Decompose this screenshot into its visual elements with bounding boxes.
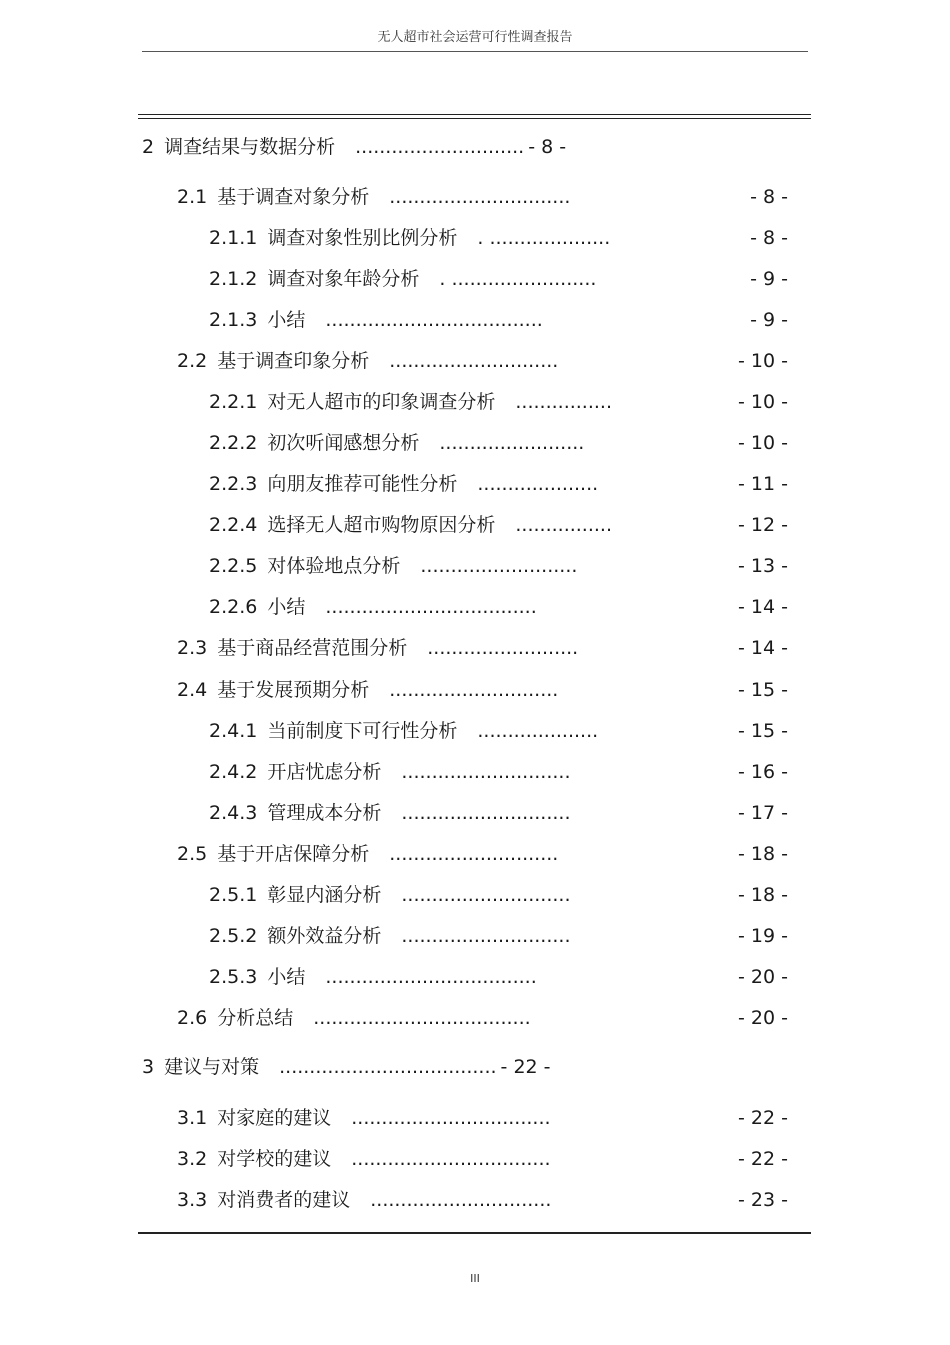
toc-page: - 22 - <box>738 1107 788 1129</box>
toc-title: 基于调查对象分析 <box>217 186 370 208</box>
toc-leader: .................................... <box>279 1056 497 1078</box>
toc-title: 调查对象性别比例分析 <box>267 227 458 249</box>
toc-title: 基于商品经营范围分析 <box>217 637 408 659</box>
toc-number: 2.2 <box>177 350 208 372</box>
toc-title: 管理成本分析 <box>267 802 382 824</box>
toc-top-rule <box>138 114 811 119</box>
toc-leader: ............................ <box>401 802 571 824</box>
toc-page: - 14 - <box>738 596 788 618</box>
toc-title: 向朋友推荐可能性分析 <box>267 473 458 495</box>
toc-leader: ............................ <box>401 884 571 906</box>
toc-leader: .................................... <box>325 309 543 331</box>
toc-number: 2.5.1 <box>209 884 258 906</box>
toc-entry-2-5-1[interactable] <box>209 883 788 907</box>
toc-entry-2-2-6[interactable] <box>209 595 788 619</box>
toc-leader: .............................. <box>389 186 571 208</box>
toc-leader: ............................ <box>401 761 571 783</box>
toc-number: 2.5.3 <box>209 966 258 988</box>
toc-number: 2.6 <box>177 1007 208 1029</box>
toc-title: 小结 <box>267 309 306 331</box>
toc-number: 2.1.1 <box>209 227 258 249</box>
toc-bottom-rule <box>138 1232 811 1234</box>
toc-entry-2-4-3[interactable] <box>209 801 788 825</box>
toc-leader: ................ <box>515 391 613 413</box>
toc-number: 2.2.4 <box>209 514 258 536</box>
toc-entry-2-2-3[interactable] <box>209 472 788 496</box>
toc-leader: .......................... <box>420 555 578 577</box>
toc-title: 额外效益分析 <box>267 925 382 947</box>
toc-entry-2-1-1[interactable] <box>209 226 788 250</box>
toc-page: - 11 - <box>738 473 788 495</box>
toc-leader: ............................ <box>389 350 559 372</box>
toc-number: 2 <box>142 136 155 158</box>
toc-number: 2.2.5 <box>209 555 258 577</box>
toc-leader: ............................ <box>401 925 571 947</box>
toc-leader: ................................. <box>351 1107 551 1129</box>
toc-number: 2.1.2 <box>209 268 258 290</box>
toc-title: 小结 <box>267 596 306 618</box>
toc-title: 小结 <box>267 966 306 988</box>
toc-page: - 13 - <box>738 555 788 577</box>
toc-leader: .............................. <box>370 1189 552 1211</box>
toc-page: - 18 - <box>738 843 788 865</box>
toc-number: 2.5 <box>177 843 208 865</box>
toc-number: 2.4.2 <box>209 761 258 783</box>
toc-leader: ................................... <box>325 966 537 988</box>
toc-entry-2-1-2[interactable] <box>209 267 788 291</box>
toc-entry-2-2-5[interactable] <box>209 554 788 578</box>
toc-number: 2.4 <box>177 679 208 701</box>
toc-title: 对体验地点分析 <box>267 555 401 577</box>
toc-number: 2.2.3 <box>209 473 258 495</box>
toc-title: 对学校的建议 <box>217 1148 332 1170</box>
toc-title: 对家庭的建议 <box>217 1107 332 1129</box>
toc-page: - 22 - <box>738 1148 788 1170</box>
toc-page: - 9 - <box>750 309 788 331</box>
toc-entry-2-2-2[interactable] <box>209 431 788 455</box>
toc-page: - 23 - <box>738 1189 788 1211</box>
toc-page: - 20 - <box>738 966 788 988</box>
toc-entry-2-6[interactable] <box>177 1006 788 1030</box>
toc-title: 当前制度下可行性分析 <box>267 720 458 742</box>
toc-title: 对无人超市的印象调查分析 <box>267 391 496 413</box>
toc-page: - 16 - <box>738 761 788 783</box>
toc-leader: ................ <box>515 514 613 536</box>
toc-number: 3.2 <box>177 1148 208 1170</box>
toc-entry-2-5-3[interactable] <box>209 965 788 989</box>
toc-title: 分析总结 <box>217 1007 294 1029</box>
toc-number: 2.4.3 <box>209 802 258 824</box>
toc-title: 对消费者的建议 <box>217 1189 351 1211</box>
toc-number: 2.4.1 <box>209 720 258 742</box>
toc-leader: ......................... <box>427 637 579 659</box>
toc-leader: . .................... <box>477 227 611 249</box>
toc-page: - 20 - <box>738 1007 788 1029</box>
toc-number: 2.2.6 <box>209 596 258 618</box>
toc-page: - 8 - <box>750 227 788 249</box>
running-header: 无人超市社会运营可行性调查报告 <box>377 30 573 45</box>
toc-page: - 10 - <box>738 350 788 372</box>
toc-number: 3 <box>142 1056 155 1078</box>
toc-entry-2-5[interactable] <box>177 842 788 866</box>
toc-leader: .................... <box>477 720 599 742</box>
toc-page: - 18 - <box>738 884 788 906</box>
toc-page: - 19 - <box>738 925 788 947</box>
toc-leader: ............................ <box>355 136 525 158</box>
toc-page: - 17 - <box>738 802 788 824</box>
toc-entry-3-2[interactable] <box>177 1147 788 1171</box>
toc-page: - 10 - <box>738 432 788 454</box>
toc-entry-2-3[interactable] <box>177 636 788 660</box>
toc-number: 2.1.3 <box>209 309 258 331</box>
toc-title: 彰显内涵分析 <box>267 884 382 906</box>
toc-title: 调查对象年龄分析 <box>267 268 420 290</box>
toc-page: - 8 - <box>750 186 788 208</box>
toc-entry-2-4-1[interactable] <box>209 719 788 743</box>
toc-title: 选择无人超市购物原因分析 <box>267 514 496 536</box>
toc-entry-2-5-2[interactable] <box>209 924 788 948</box>
toc-leader: ................................. <box>351 1148 551 1170</box>
toc-number: 2.5.2 <box>209 925 258 947</box>
toc-title: 初次听闻感想分析 <box>267 432 420 454</box>
toc-title: 基于调查印象分析 <box>217 350 370 372</box>
toc-leader: ........................ <box>439 432 585 454</box>
toc-entry-2-1-3[interactable] <box>209 308 788 332</box>
toc-leader: ............................ <box>389 679 559 701</box>
toc-page: - 8 - <box>528 136 567 158</box>
toc-number: 2.2.2 <box>209 432 258 454</box>
toc-entry-2-4[interactable] <box>177 678 788 702</box>
toc-title: 基于开店保障分析 <box>217 843 370 865</box>
toc-number: 2.1 <box>177 186 208 208</box>
toc-leader: .................... <box>477 473 599 495</box>
toc-title: 调查结果与数据分析 <box>164 136 336 158</box>
toc-number: 3.1 <box>177 1107 208 1129</box>
toc-entry-3-1[interactable] <box>177 1106 788 1130</box>
toc-number: 2.3 <box>177 637 208 659</box>
toc-page: - 15 - <box>738 720 788 742</box>
toc-number: 2.2.1 <box>209 391 258 413</box>
toc-page: - 15 - <box>738 679 788 701</box>
toc-leader: .................................... <box>313 1007 531 1029</box>
toc-title: 建议与对策 <box>164 1056 260 1078</box>
toc-entry-3[interactable] <box>142 1055 788 1079</box>
toc-leader: ............................ <box>389 843 559 865</box>
toc-entry-2[interactable] <box>142 135 788 159</box>
toc-entry-2-2-4[interactable] <box>209 513 788 537</box>
toc-entry-2-4-2[interactable] <box>209 760 788 784</box>
page-number: III <box>470 1272 480 1285</box>
toc-page: - 9 - <box>750 268 788 290</box>
toc-page: - 22 - <box>500 1056 551 1078</box>
toc-entry-2-2-1[interactable] <box>209 390 788 414</box>
toc-entry-2-2[interactable] <box>177 349 788 373</box>
toc-page: - 14 - <box>738 637 788 659</box>
header-rule <box>142 51 808 52</box>
toc-page: - 12 - <box>738 514 788 536</box>
toc-entry-3-3[interactable] <box>177 1188 788 1212</box>
toc-leader: ................................... <box>325 596 537 618</box>
toc-number: 3.3 <box>177 1189 208 1211</box>
toc-entry-2-1[interactable] <box>177 185 788 209</box>
toc-leader: . ........................ <box>439 268 597 290</box>
toc-title: 开店忧虑分析 <box>267 761 382 783</box>
toc-page: - 10 - <box>738 391 788 413</box>
toc-title: 基于发展预期分析 <box>217 679 370 701</box>
